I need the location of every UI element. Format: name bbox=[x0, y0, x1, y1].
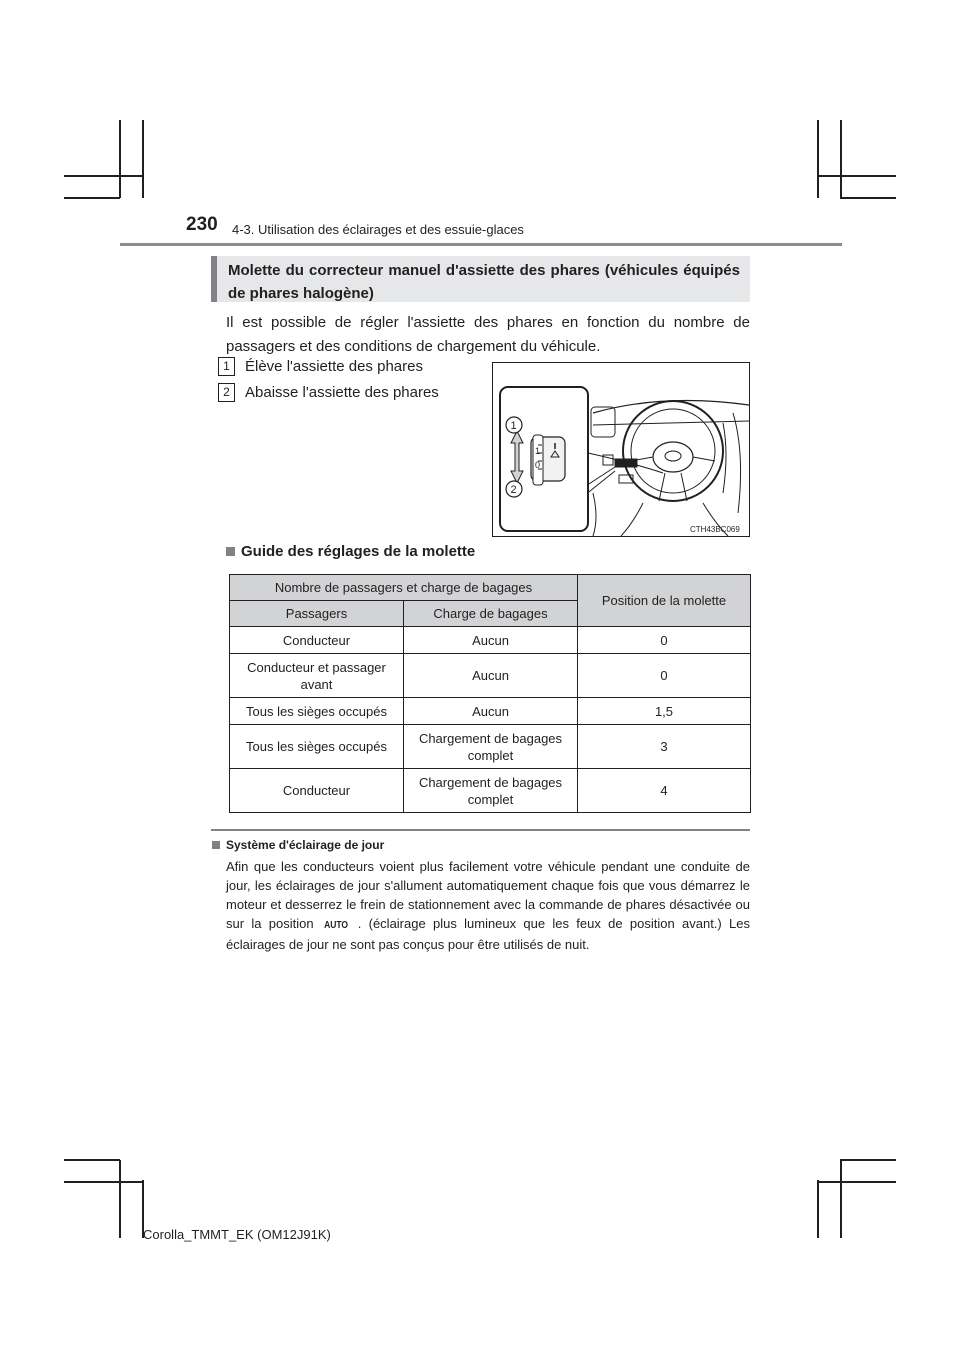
bullet-square-icon bbox=[226, 547, 235, 556]
table-cell: Aucun bbox=[404, 698, 578, 725]
table-row bbox=[230, 654, 751, 698]
table-luggage-header: Charge de bagages bbox=[404, 601, 578, 627]
crop-mark bbox=[119, 1160, 121, 1238]
header-divider bbox=[120, 243, 842, 246]
table-cell: Aucun bbox=[404, 654, 578, 698]
auto-position-icon: AUTO bbox=[323, 920, 348, 931]
intro-paragraph: Il est possible de régler l'assiette des phares en fonction du nombre de passagers et des conditions de chargement du véhicule. bbox=[226, 314, 750, 355]
dial-mark-0: 0 bbox=[535, 460, 541, 470]
step-item bbox=[218, 357, 423, 376]
table-group-header: Nombre de passagers et charge de bagages bbox=[230, 575, 578, 601]
section-heading: Molette du correcteur manuel d'assiette des phares (véhicules équipés de phares halogène) bbox=[211, 256, 750, 302]
table-position-header: Position de la molette bbox=[578, 575, 751, 627]
callout-2: 2 bbox=[510, 484, 517, 496]
table-cell: Chargement de bagages complet bbox=[404, 769, 578, 813]
table-cell: Aucun bbox=[404, 627, 578, 654]
dial-settings-table bbox=[229, 574, 751, 813]
table-cell: 4 bbox=[578, 769, 751, 813]
note-paragraph bbox=[226, 857, 750, 954]
crop-mark bbox=[64, 175, 143, 177]
table-cell: Conducteur bbox=[230, 627, 404, 654]
step-text: Élève l'assiette des phares bbox=[245, 358, 423, 375]
guide-heading bbox=[226, 543, 475, 560]
bullet-square-icon bbox=[212, 841, 220, 849]
table-cell: Tous les sièges occupés bbox=[230, 698, 404, 725]
crop-mark bbox=[119, 120, 121, 198]
footer-model-code: Corolla_TMMT_EK (OM12J91K) bbox=[143, 1227, 331, 1242]
table-cell: 0 bbox=[578, 654, 751, 698]
crop-mark bbox=[840, 1160, 842, 1238]
table-cell: 3 bbox=[578, 725, 751, 769]
note-text-before: Afin que les conducteurs voient plus facilement votre véhicule pendant une conduite de jour, les éclairages de jour s'allument automatiquement chaque fois que vous démarrez le moteur et desserrez le frein de stationnement avec la commande de phares désactivée ou sur la position bbox=[226, 859, 750, 931]
table-cell: 0 bbox=[578, 627, 751, 654]
table-cell: Conducteur et passager avant bbox=[230, 654, 404, 698]
crop-mark bbox=[142, 120, 144, 198]
crop-mark bbox=[817, 120, 819, 198]
callout-1: 1 bbox=[510, 420, 517, 432]
table-cell: 1,5 bbox=[578, 698, 751, 725]
crop-mark bbox=[818, 1181, 896, 1183]
crop-mark bbox=[64, 197, 120, 199]
crop-mark bbox=[817, 1180, 819, 1238]
step-item bbox=[218, 383, 439, 402]
crop-mark bbox=[840, 197, 896, 199]
note-heading-text: Système d'éclairage de jour bbox=[226, 838, 385, 852]
table-row bbox=[230, 725, 751, 769]
table-header-row bbox=[230, 575, 751, 601]
dial-mark-1: 1 bbox=[535, 446, 541, 456]
figure-code: CTH43BC069 bbox=[690, 525, 740, 534]
note-divider bbox=[211, 829, 750, 831]
table-row bbox=[230, 769, 751, 813]
table-cell: Conducteur bbox=[230, 769, 404, 813]
table-cell: Tous les sièges occupés bbox=[230, 725, 404, 769]
guide-heading-text: Guide des réglages de la molette bbox=[241, 543, 476, 560]
step-number: 1 bbox=[218, 357, 235, 376]
section-title: 4-3. Utilisation des éclairages et des essuie-glaces bbox=[232, 222, 524, 237]
table-row bbox=[230, 627, 751, 654]
crop-mark bbox=[840, 1159, 896, 1161]
note-heading bbox=[212, 838, 384, 852]
table-passengers-header: Passagers bbox=[230, 601, 404, 627]
headlight-dial-figure bbox=[492, 362, 750, 537]
table-row bbox=[230, 698, 751, 725]
dashboard-illustration bbox=[493, 363, 749, 536]
note-text-after: . (éclairage plus lumineux que les feux de position avant.) Les éclairages de jour ne sont pas conçus pour être utilisés de nuit. bbox=[226, 916, 750, 952]
step-text: Abaisse l'assiette des phares bbox=[245, 384, 439, 401]
crop-mark bbox=[818, 175, 896, 177]
crop-mark bbox=[64, 1159, 120, 1161]
crop-mark bbox=[840, 120, 842, 198]
crop-mark bbox=[64, 1181, 143, 1183]
page-number: 230 bbox=[186, 214, 218, 235]
step-number: 2 bbox=[218, 383, 235, 402]
table-cell: Chargement de bagages complet bbox=[404, 725, 578, 769]
